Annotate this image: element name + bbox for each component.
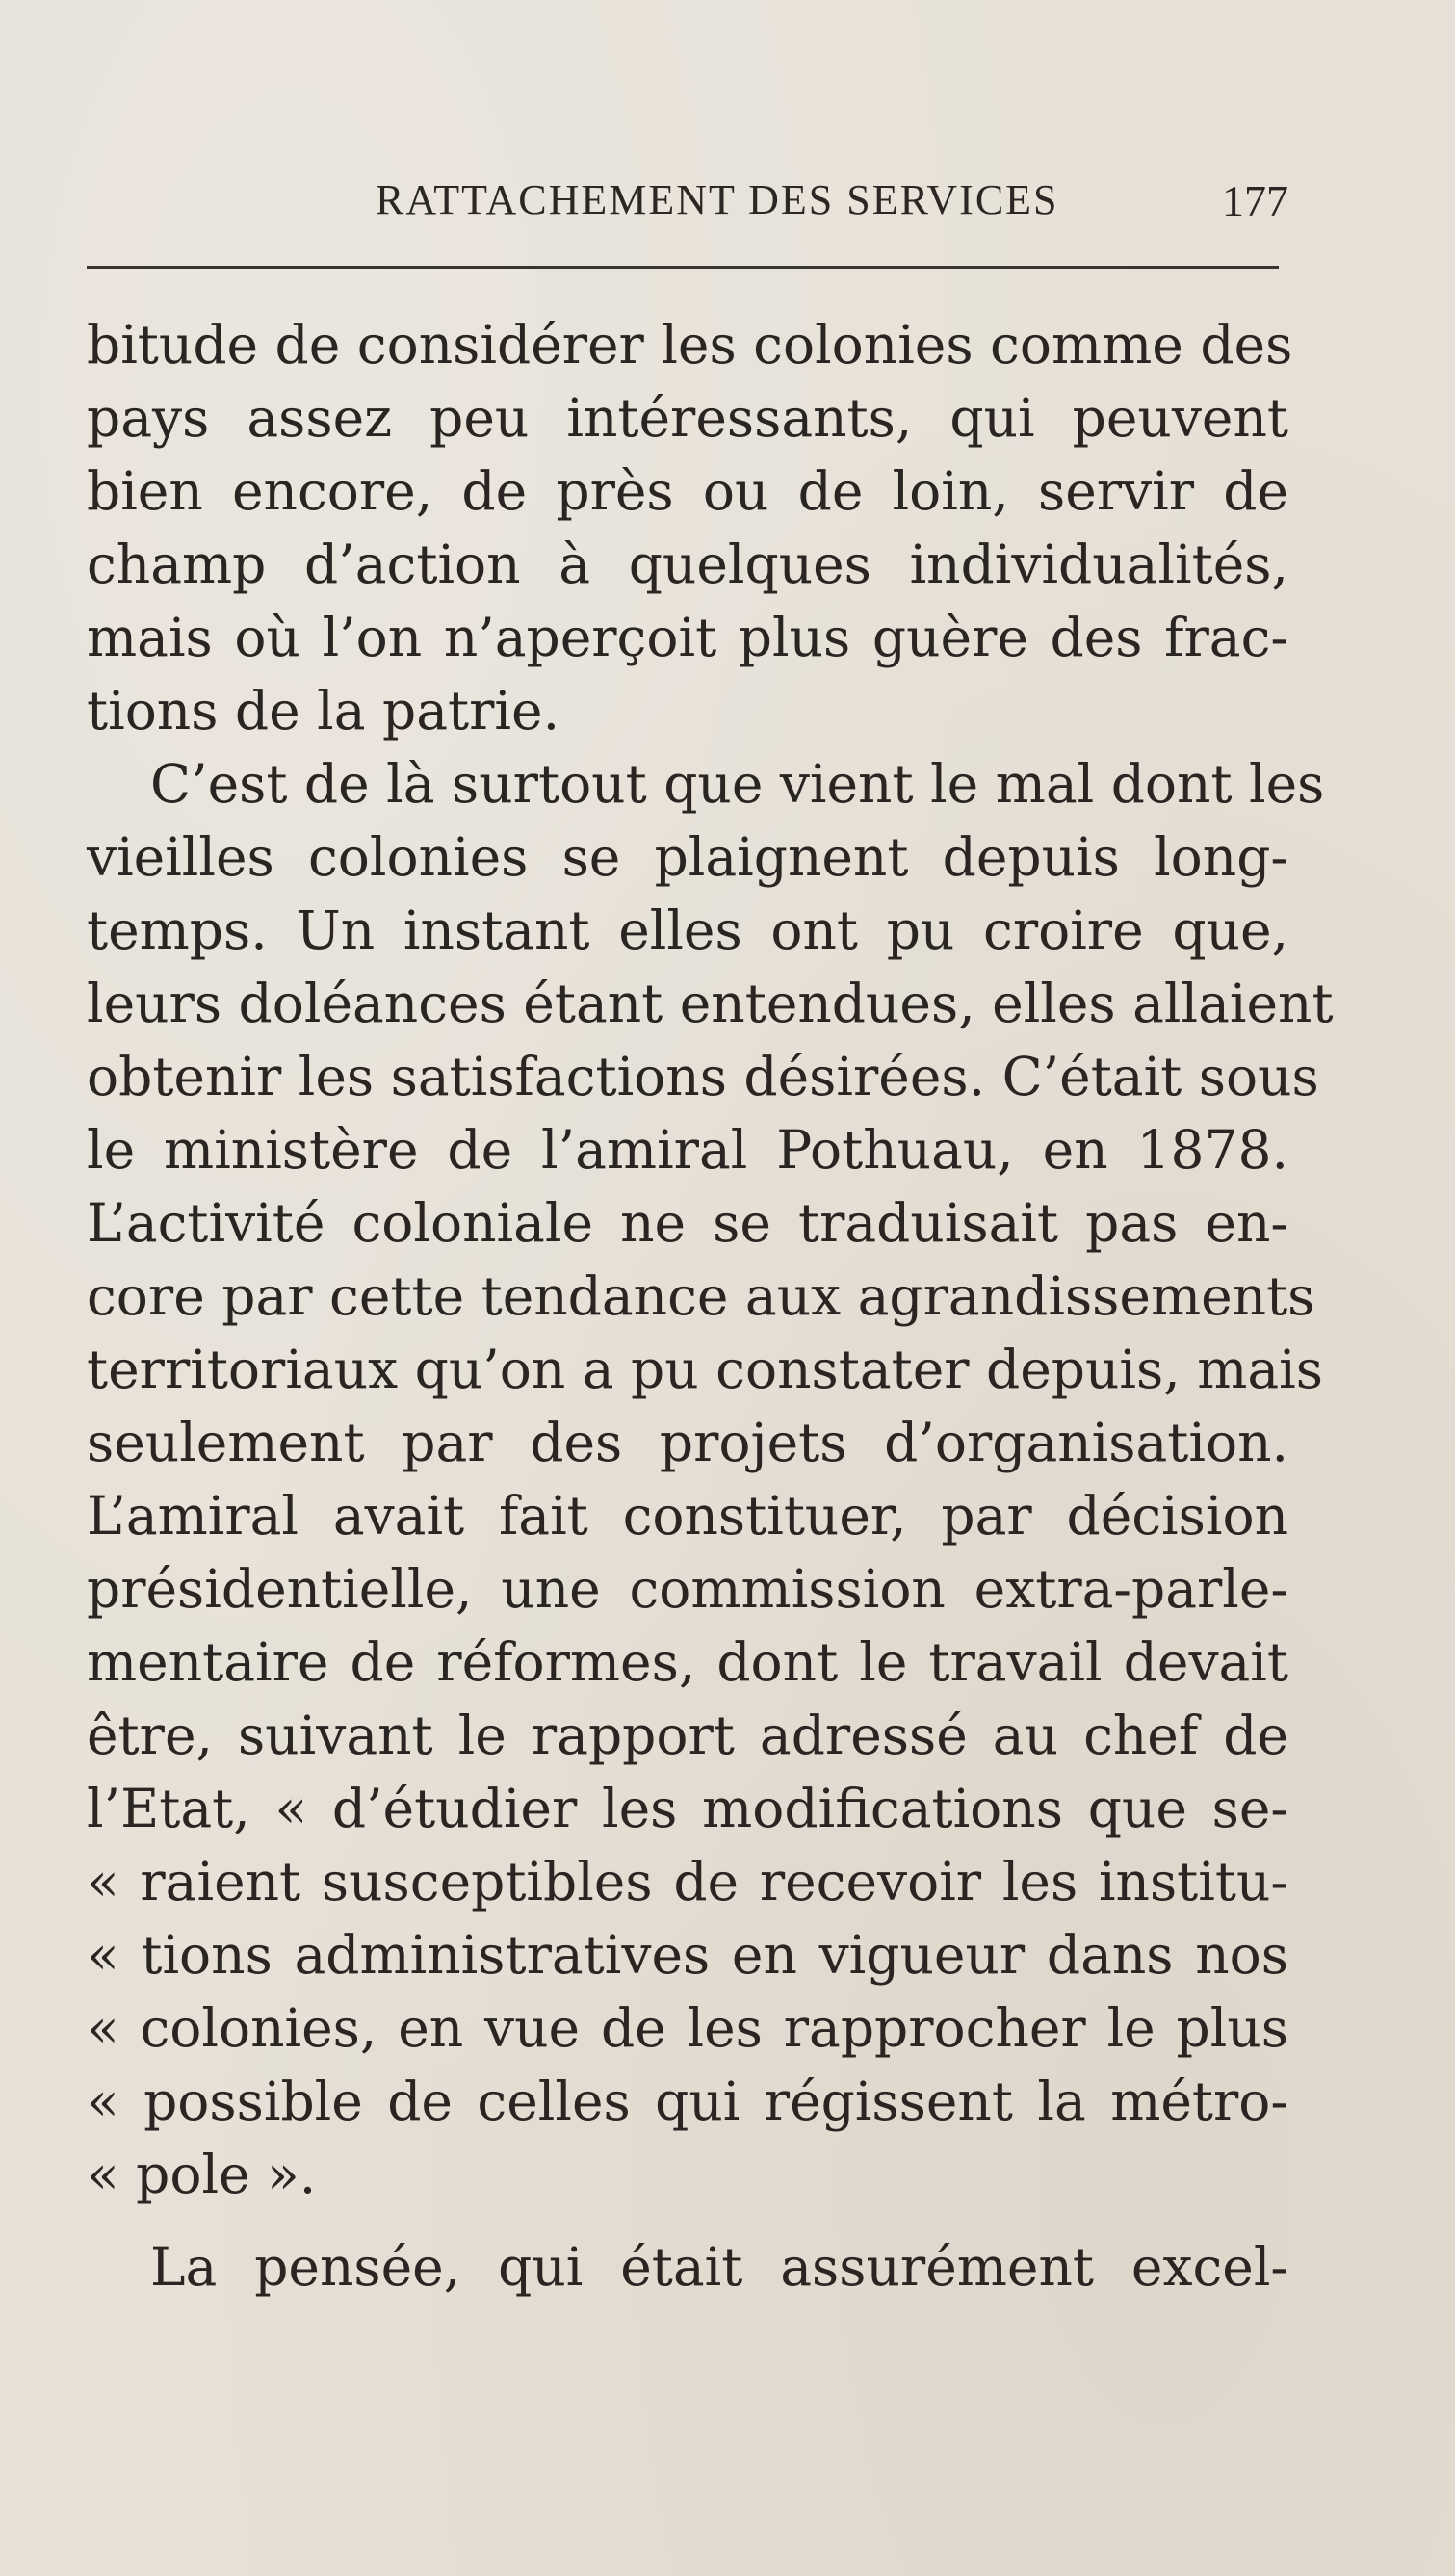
text-line: pays assez peu intéressants, qui peuvent [87, 387, 1288, 449]
running-head [87, 175, 1288, 233]
text-line: « raient susceptibles de recevoir les institu- [87, 1851, 1288, 1912]
text-line: être, suivant le rapport adressé au chef de [87, 1704, 1288, 1766]
text-line: territoriaux qu’on a pu constater depuis, mais [87, 1339, 1323, 1400]
text-line: l’Etat, « d’étudier les modifications que se- [87, 1778, 1288, 1839]
header-rule [87, 266, 1279, 269]
body-text [87, 308, 1334, 2303]
text-line: leurs doléances étant entendues, elles allaient [87, 973, 1334, 1034]
page-number: 177 [1222, 176, 1288, 225]
text-line: mais où l’on n’aperçoit plus guère des frac- [87, 607, 1288, 668]
text-line: bitude de considérer les colonies comme des [87, 314, 1293, 376]
text-line: le ministère de l’amiral Pothuau, en 1878. [87, 1119, 1288, 1181]
paragraph-1 [87, 308, 1293, 747]
text-line: « colonies, en vue de les rapprocher le plus [87, 1997, 1288, 2059]
paragraph-gap [87, 2211, 1288, 2230]
text-line: bien encore, de près ou de loin, servir de [87, 460, 1288, 522]
text-line: L’amiral avait fait constituer, par décision [87, 1485, 1288, 1547]
text-line: L’activité coloniale ne se traduisait pas en- [87, 1192, 1288, 1254]
text-line: présidentielle, une commission extra-parle- [87, 1558, 1288, 1620]
text-line: « tions administratives en vigueur dans nos [87, 1924, 1288, 1986]
text-line: seulement par des projets d’organisation. [87, 1412, 1288, 1473]
text-line: « possible de celles qui régissent la métro- [87, 2070, 1288, 2132]
text-line: vieilles colonies se plaignent depuis long- [87, 826, 1288, 888]
running-title: RATTACHEMENT DES SERVICES [376, 176, 1059, 223]
paragraph-2 [87, 747, 1334, 2211]
text-line: core par cette tendance aux agrandissements [87, 1265, 1315, 1327]
text-line: mentaire de réformes, dont le travail devait [87, 1631, 1288, 1693]
text-line: C’est de là surtout que vient le mal dont les [150, 753, 1325, 815]
text-line: champ d’action à quelques individualités, [87, 533, 1288, 595]
text-line: obtenir les satisfactions désirées. C’était sous [87, 1046, 1319, 1107]
text-line: La pensée, qui était assurément excel- [150, 2236, 1288, 2298]
text-line: tions de la patrie. [87, 680, 560, 742]
text-line: temps. Un instant elles ont pu croire que, [87, 899, 1288, 961]
text-line: « pole ». [87, 2144, 317, 2205]
paragraph-3 [87, 2230, 1288, 2303]
